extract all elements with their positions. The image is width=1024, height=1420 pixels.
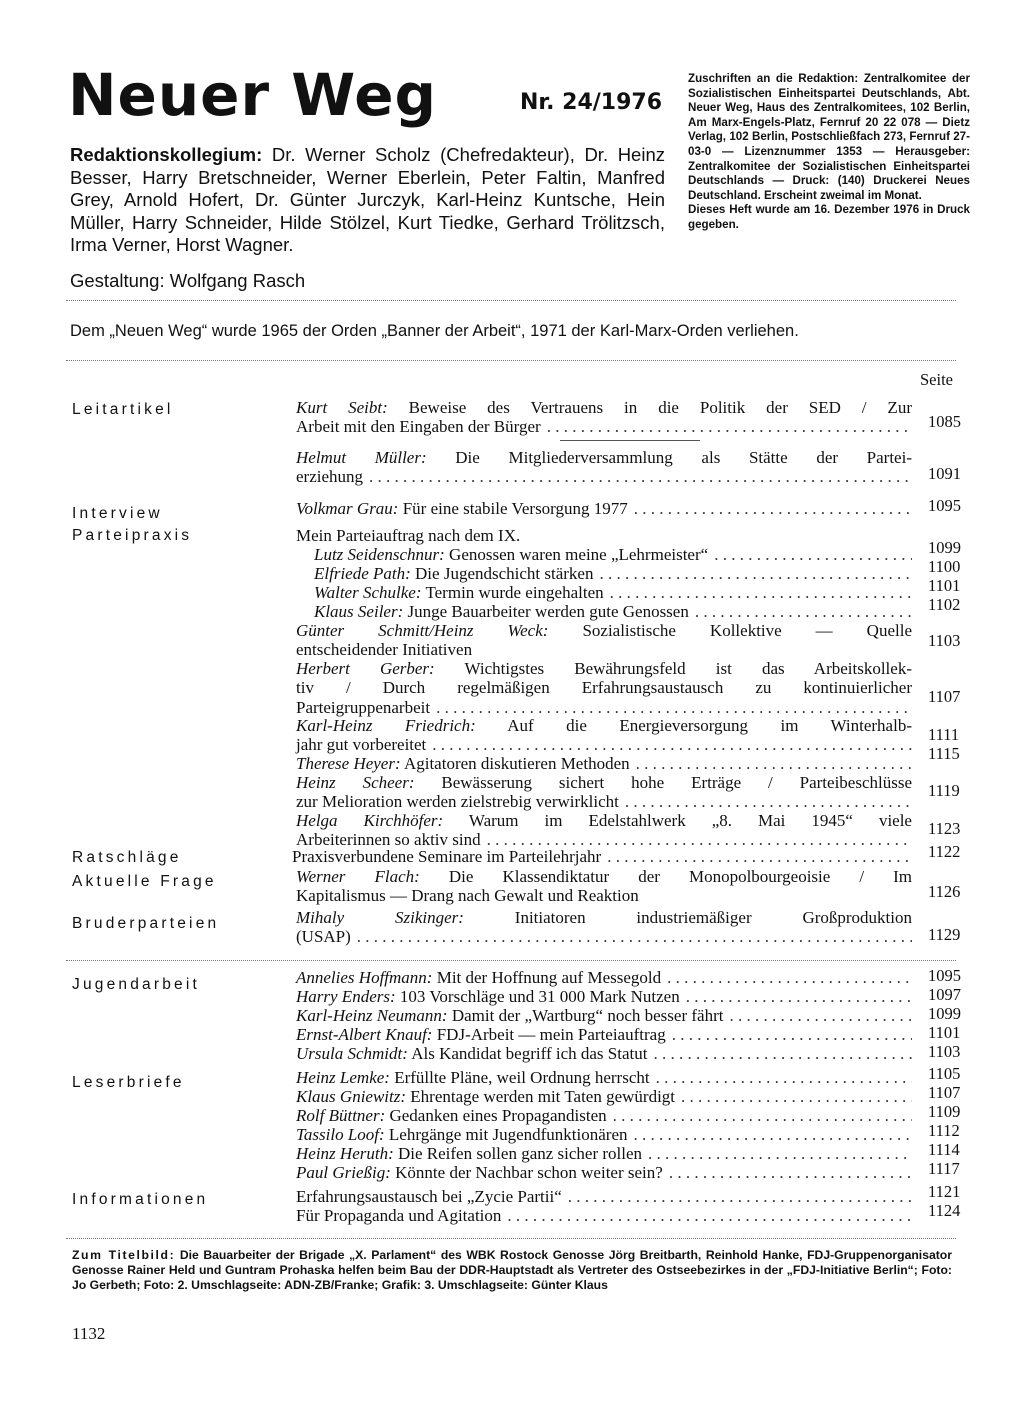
leader-dots (432, 735, 912, 754)
toc-entry[interactable] (296, 621, 912, 660)
toc-entry[interactable] (296, 754, 912, 773)
leader-dots (667, 968, 912, 987)
leader-dots (607, 847, 912, 866)
entry-page: 1109 (928, 1102, 961, 1121)
section-ratschlaege: Ratschläge (72, 849, 182, 866)
entry-title: Bewässerung sichert hohe Erträge / Parteibeschlüsse (441, 773, 913, 792)
entry-author: Elfriede Path: (314, 564, 411, 583)
leader-dots (547, 417, 912, 436)
entry-author: Werner Flach: (296, 867, 420, 886)
masthead (0, 0, 1024, 300)
toc-entry[interactable] (314, 602, 912, 621)
entry-author: Karl-Heinz Neumann: (296, 1006, 448, 1025)
entry-author: Walter Schulke: (314, 583, 422, 602)
entry-title: Arbeit mit den Eingaben der Bürger (296, 417, 541, 437)
section-aktuelle-frage: Aktuelle Frage (72, 873, 217, 890)
leader-dots (669, 1163, 912, 1182)
issue-number: Nr. 24/1976 (520, 90, 663, 115)
entry-page: 1101 (928, 576, 961, 595)
leader-dots (610, 583, 912, 602)
entry-title: Als Kandidat begriff ich das Statut (411, 1044, 648, 1063)
toc-entry[interactable] (292, 847, 912, 866)
contact-info (688, 72, 970, 233)
entry-page: 1095 (928, 496, 961, 515)
entry-title: Mein Parteiauftrag nach dem IX. (296, 526, 521, 545)
leader-dots (695, 602, 912, 621)
toc-entry[interactable] (296, 867, 912, 906)
toc-entry[interactable] (296, 659, 912, 717)
entry-author: Annelies Hoffmann: (296, 968, 433, 987)
entry-title: Termin wurde eingehalten (425, 583, 604, 602)
toc-entry[interactable] (314, 545, 912, 564)
entry-title: entscheidender Initiativen (296, 640, 473, 660)
leader-dots (729, 1006, 912, 1025)
toc-entry[interactable] (296, 1006, 912, 1025)
entry-title: zur Melioration werden zielstrebig verwirklicht (296, 792, 619, 812)
award-note: Dem „Neuen Weg“ wurde 1965 der Orden „Banner der Arbeit“, 1971 der Karl-Marx-Orden verliehen. (70, 322, 799, 340)
section-parteipraxis: Parteipraxis (72, 527, 193, 544)
toc-entry[interactable] (296, 1206, 912, 1225)
entry-page: 1091 (928, 464, 961, 483)
entry-title: Genossen waren meine „Lehrmeister“ (449, 545, 709, 564)
entry-page: 1122 (928, 842, 961, 861)
entry-page: 1112 (928, 1121, 960, 1140)
leader-dots (634, 1125, 913, 1144)
entry-title: Gedanken eines Propagandisten (389, 1106, 607, 1125)
entry-title: Initiatoren industriemäßiger Großproduktion (514, 908, 913, 927)
entry-author: Tassilo Loof: (296, 1125, 385, 1144)
entry-title: Ehrentage werden mit Taten gewürdigt (410, 1087, 676, 1106)
divider (66, 300, 956, 301)
entry-author: Lutz Seidenschnur: (314, 545, 445, 564)
entry-author: Klaus Seiler: (314, 602, 404, 621)
entry-page: 1121 (928, 1182, 961, 1201)
entry-title: tiv / Durch regelmäßigen Erfahrungsaustausch zu kontinuierlicher (296, 678, 912, 698)
toc-entry[interactable] (314, 583, 912, 602)
entry-title: Sozialistische Kollektive — Quelle (582, 621, 912, 640)
entry-author: Ernst-Albert Knauf: (296, 1025, 433, 1044)
toc-entry[interactable] (296, 398, 912, 437)
divider (66, 1238, 956, 1239)
entry-author: Kurt Seibt: (296, 398, 388, 417)
entry-title: Agitatoren diskutieren Methoden (403, 754, 630, 773)
entry-title: Beweise des Vertrauens in die Politik der SED / Zur (408, 398, 912, 417)
entry-page: 1100 (928, 557, 961, 576)
leader-dots (599, 564, 912, 583)
toc-entry[interactable] (296, 1087, 912, 1106)
entry-title: 103 Vorschläge und 31 000 Mark Nutzen (399, 987, 680, 1006)
leader-dots (357, 927, 912, 946)
entry-page: 1095 (928, 966, 961, 985)
entry-author: Klaus Gniewitz: (296, 1087, 407, 1106)
section-interview: Interview (72, 505, 163, 522)
section-leserbriefe: Leserbriefe (72, 1074, 185, 1091)
entry-author: Paul Grießig: (296, 1163, 391, 1182)
cover-caption-label: Zum Titelbild: (72, 1248, 176, 1262)
leader-dots (568, 1187, 912, 1206)
entry-page: 1103 (928, 631, 961, 650)
entry-author: Heinz Lemke: (296, 1068, 390, 1087)
toc-entry[interactable] (296, 1106, 912, 1125)
entry-title: (USAP) (296, 927, 351, 947)
entry-author: Ursula Schmidt: (296, 1044, 408, 1063)
editorial-board-label: Redaktionskollegium: (70, 144, 263, 165)
toc-entry[interactable] (296, 448, 912, 487)
entry-page: 1114 (928, 1140, 960, 1159)
divider (66, 360, 956, 361)
leader-dots (613, 1106, 912, 1125)
entry-title: Auf die Energieversorgung im Winterhalb- (507, 716, 912, 735)
cover-caption-text: Die Bauarbeiter der Brigade „X. Parlament“ des WBK Rostock Genosse Jörg Breitbarth, Reinhold Hanke, FDJ-Gruppenorganisator Genosse Rainer Held und Guntram Prohaska helfen beim Bau der DDR-Hauptstadt als Vertreter des Ostseebezirkes in der „FDJ-Initiative Berlin“; Foto: Jo Gerbeth; Foto: 2. Umschlagseite: ADN-ZB/Franke; Grafik: 3. Umschlagseite: Günter Klaus (72, 1248, 952, 1292)
entry-title: Die Mitgliederversammlung als Stätte der Partei- (455, 448, 912, 467)
entry-title: Wichtigstes Bewährungsfeld ist das Arbeitskollek- (464, 659, 912, 678)
entry-page: 1097 (928, 985, 961, 1004)
toc-entry[interactable] (296, 1163, 912, 1182)
leader-dots (714, 545, 912, 564)
toc-entry[interactable] (296, 811, 912, 850)
leader-dots (686, 987, 912, 1006)
entry-title: Warum im Edelstahlwerk „8. Mai 1945“ viele (468, 811, 912, 830)
entry-title: Erfahrungsaustausch bei „Zycie Partii“ (296, 1187, 562, 1206)
entry-page: 1115 (928, 744, 960, 763)
entry-title: Die Reifen sollen ganz sicher rollen (397, 1144, 643, 1163)
entry-page: 1107 (928, 687, 961, 706)
entry-title: Könnte der Nachbar schon weiter sein? (395, 1163, 663, 1182)
entry-author: Helga Kirchhöfer: (296, 811, 444, 830)
entry-author: Heinz Heruth: (296, 1144, 394, 1163)
entry-page: 1099 (928, 538, 961, 557)
entry-page: 1105 (928, 1064, 961, 1083)
section-informationen: Informationen (72, 1191, 209, 1208)
toc-entry[interactable] (296, 773, 912, 812)
entry-page: 1101 (928, 1023, 961, 1042)
entry-page: 1117 (928, 1159, 960, 1178)
entry-title: Erfüllte Pläne, weil Ordnung herrscht (394, 1068, 650, 1087)
toc-entry[interactable] (296, 526, 912, 545)
leader-dots (436, 698, 912, 717)
leader-dots (648, 1144, 912, 1163)
entry-title: Die Klassendiktatur der Monopolbourgeoisie / Im (448, 867, 913, 886)
entry-title: Parteigruppenarbeit (296, 697, 431, 717)
section-leitartikel: Leitartikel (72, 401, 174, 418)
entry-author: Herbert Gerber: (296, 659, 435, 678)
section-bruderparteien: Bruderparteien (72, 915, 220, 932)
entry-title: Praxisverbundene Seminare im Parteilehrjahr (292, 847, 602, 866)
entry-title: Für Propaganda und Agitation (296, 1206, 502, 1225)
contact-text: Zuschriften an die Redaktion: Zentralkomitee der Sozialistischen Einheitspartei Deutschlands, Abt. Neuer Weg, Haus des Zentralkomitees, 102 Berlin, Am Marx-Engels-Platz, Fernruf 20 22 078 — Dietz Verlag, 102 Berlin, Postschließfach 273, Fernruf 27-03-0 — Lizenznummer 1353 — Herausgeber: Zentralkomitee der Sozialistischen Einheitspartei Deutschlands — Druck: (140) Druckerei Neues Deutschland. Erscheint zweimal im Monat. (688, 72, 970, 202)
entry-title: Die Jugendschicht stärken (415, 564, 594, 583)
leader-dots (634, 499, 912, 518)
divider (66, 960, 956, 961)
toc-entry[interactable] (296, 1125, 912, 1144)
entry-title: Für eine stabile Versorgung 1977 (402, 499, 628, 518)
entry-page: 1123 (928, 819, 961, 838)
leader-dots (369, 467, 912, 486)
toc-entry[interactable] (296, 968, 912, 987)
entry-page: 1107 (928, 1083, 961, 1102)
page-column-header: Seite (920, 370, 953, 389)
toc-entry[interactable] (296, 908, 912, 947)
entry-author: Karl-Heinz Friedrich: (296, 716, 476, 735)
leader-dots (636, 754, 912, 773)
toc-entry[interactable] (314, 564, 912, 583)
entry-page: 1102 (928, 595, 961, 614)
magazine-title: Neuer Weg (68, 61, 438, 129)
entry-page: 1124 (928, 1201, 961, 1220)
leader-dots (507, 1206, 912, 1225)
section-jugendarbeit: Jugendarbeit (72, 976, 201, 993)
entry-title: FDJ-Arbeit — mein Parteiauftrag (436, 1025, 666, 1044)
leader-dots (625, 792, 912, 811)
entry-author: Harry Enders: (296, 987, 396, 1006)
entry-title: Kapitalismus — Drang nach Gewalt und Reaktion (296, 886, 639, 906)
entry-title: jahr gut vorbereitet (296, 735, 427, 755)
entry-page: 1099 (928, 1004, 961, 1023)
entry-author: Rolf Büttner: (296, 1106, 386, 1125)
entry-title: Mit der Hoffnung auf Messegold (436, 968, 662, 987)
entry-author: Mihaly Szikinger: (296, 908, 464, 927)
leader-dots (681, 1087, 912, 1106)
entry-author: Therese Heyer: (296, 754, 401, 773)
cover-caption (72, 1248, 952, 1292)
entry-author: Günter Schmitt/Heinz Weck: (296, 621, 549, 640)
entry-page: 1085 (928, 412, 961, 431)
print-note: Dieses Heft wurde am 16. Dezember 1976 in Druck gegeben. (688, 203, 970, 231)
design-credit: Gestaltung: Wolfgang Rasch (70, 270, 306, 291)
toc-entry[interactable] (296, 1187, 912, 1206)
entry-page: 1119 (928, 781, 960, 800)
entry-author: Volkmar Grau: (296, 499, 399, 518)
toc-entry[interactable] (296, 716, 912, 755)
toc-entry[interactable] (296, 1068, 912, 1087)
entry-title: Arbeiterinnen so aktiv sind (296, 830, 481, 850)
toc-entry[interactable] (296, 987, 912, 1006)
leader-dots (656, 1068, 912, 1087)
toc-entry[interactable] (296, 1025, 912, 1044)
page-number: 1132 (72, 1324, 106, 1343)
entry-page: 1126 (928, 882, 961, 901)
editorial-board-names: Dr. Werner Scholz (Chefredakteur), Dr. Heinz Besser, Harry Bretschneider, Werner Eberlein, Peter Faltin, Manfred Grey, Arnold Hofert, Dr. Günter Jurczyk, Karl-Heinz Kuntsche, Hein Müller, Harry Schneider, Hilde Stölzel, Kurt Tiedke, Gerhard Trölitzsch, Irma Verner, Horst Wagner. (70, 144, 665, 256)
editorial-board (70, 144, 665, 257)
entry-title: Lehrgänge mit Jugendfunktionären (388, 1125, 628, 1144)
leader-dots (672, 1025, 912, 1044)
entry-author: Helmut Müller: (296, 448, 427, 467)
entry-title: Junge Bauarbeiter werden gute Genossen (407, 602, 689, 621)
leader-dots (653, 1044, 912, 1063)
toc-entry[interactable] (296, 1144, 912, 1163)
entry-page: 1111 (928, 725, 960, 744)
entry-page: 1103 (928, 1042, 961, 1061)
entry-title: erziehung (296, 467, 364, 487)
entry-author: Heinz Scheer: (296, 773, 415, 792)
toc-entry[interactable] (296, 499, 912, 518)
entry-title: Damit der „Wartburg“ noch besser fährt (451, 1006, 724, 1025)
entry-page: 1129 (928, 925, 961, 944)
toc-entry[interactable] (296, 1044, 912, 1063)
divider (560, 440, 700, 441)
